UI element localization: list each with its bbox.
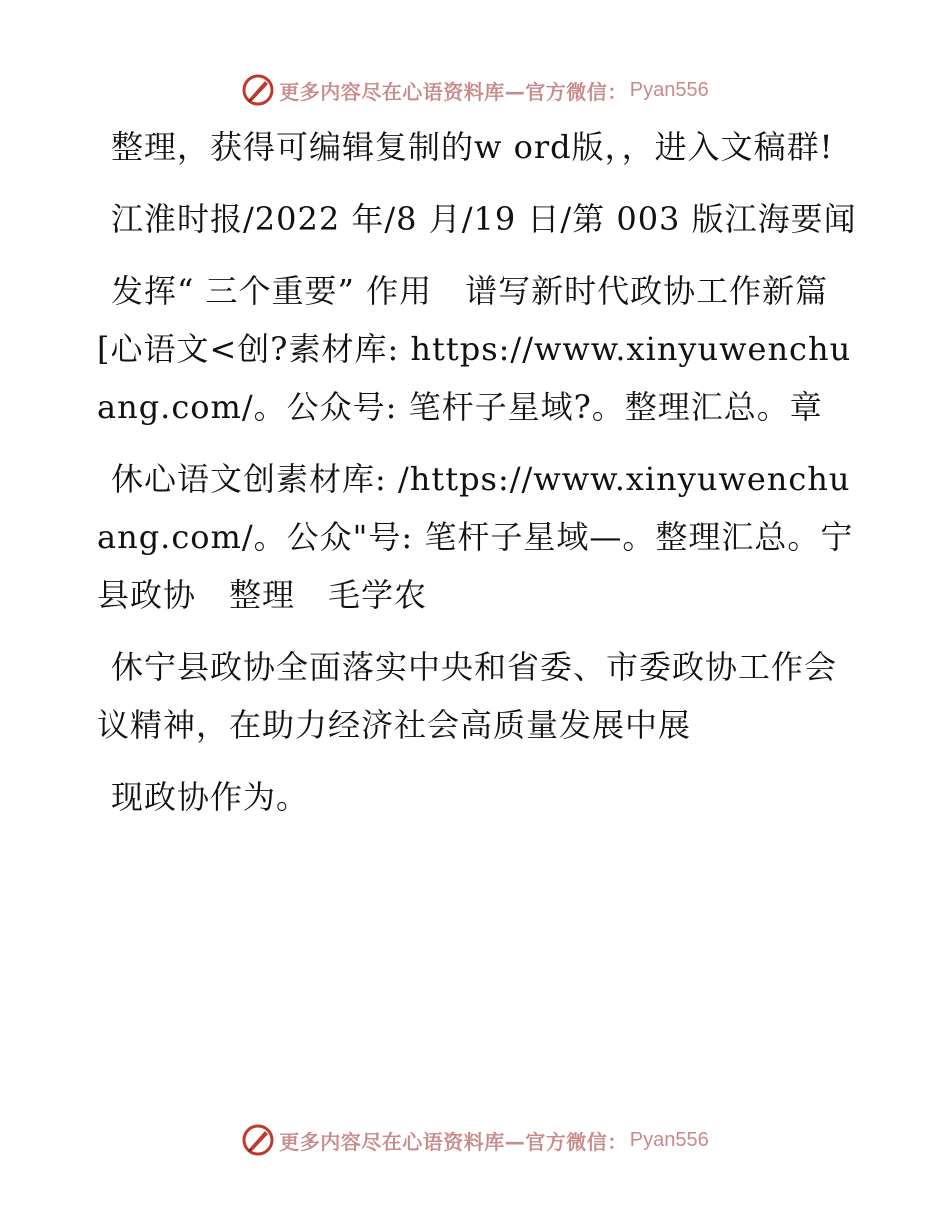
paragraph-5: 休宁县政协全面落实中央和省委、市委政协工作会议精神，在助力经济社会高质量发展中展 bbox=[97, 648, 838, 744]
paragraph-4: 休心语文创素材库: /https://www.xinyuwenchuang.com/。公众"号: 笔杆子星域—。整理汇总。宁县政协 整理 毛学农 bbox=[97, 460, 854, 614]
quill-pen-logo-icon bbox=[241, 73, 275, 107]
header-banner bbox=[0, 70, 950, 110]
banner-text: 更多内容尽在心语资料库—官方微信： bbox=[279, 1129, 628, 1154]
quill-pen-logo-icon bbox=[241, 1123, 275, 1157]
paragraph-3: 发挥“ 三个重要” 作用 谱写新时代政协工作新篇[心语文<创?素材库: https://www.xinyuwenchuang.com/。公众号: 笔杆子星域?。整理汇总。章 bbox=[97, 272, 852, 426]
footer-banner bbox=[0, 1120, 950, 1160]
banner-wechat-id: Pyan556 bbox=[629, 1128, 709, 1151]
paragraph-6: 现政协作为。 bbox=[111, 778, 310, 816]
paragraph-1: 整理，获得可编辑复制的w ord版，，进入文稿群! bbox=[111, 128, 834, 166]
paragraph-2: 江淮时报/2022 年/8 月/19 日/第 003 版江海要闻 bbox=[111, 200, 857, 238]
document-body bbox=[97, 118, 857, 840]
banner-text: 更多内容尽在心语资料库—官方微信： bbox=[279, 79, 628, 104]
banner-wechat-id: Pyan556 bbox=[629, 78, 709, 101]
